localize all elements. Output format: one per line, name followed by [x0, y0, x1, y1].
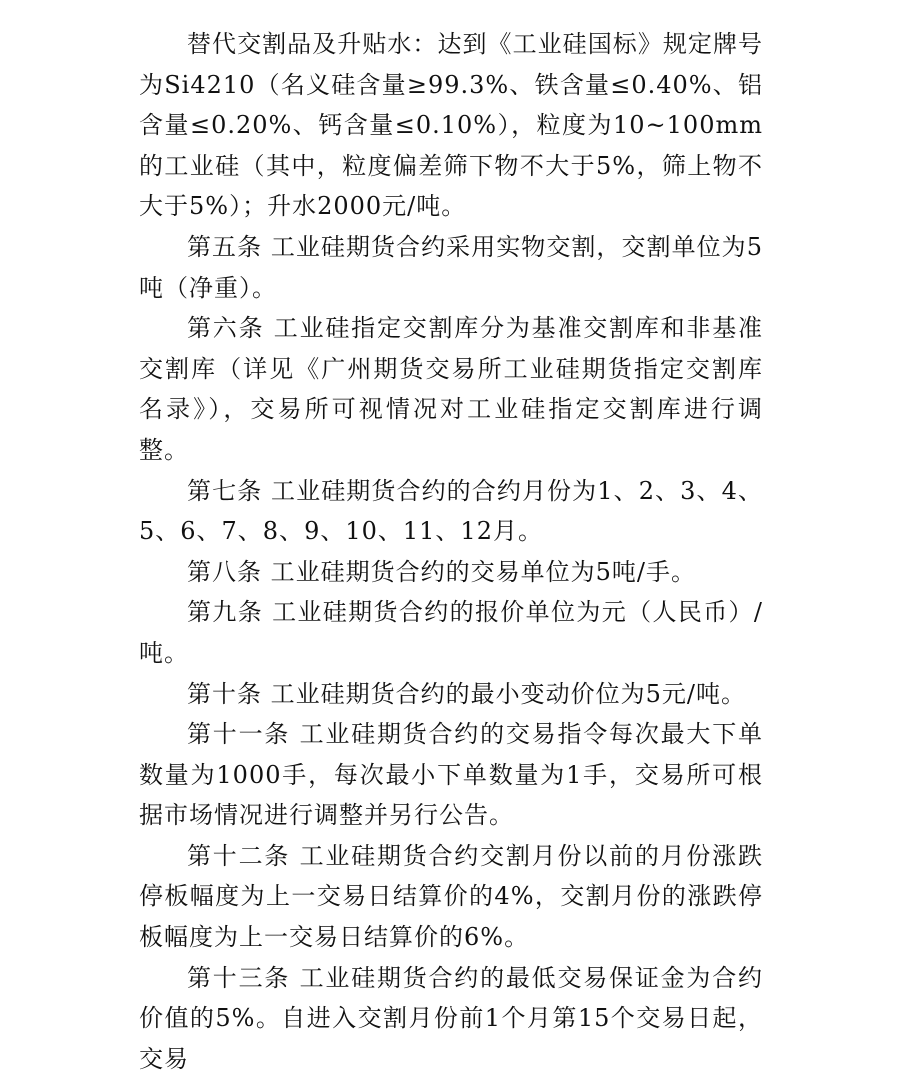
paragraph-article-11: 第十一条 工业硅期货合约的交易指令每次最大下单数量为1000手，每次最小下单数量为1手，交易所可根据市场情况进行调整并另行公告。	[139, 720, 763, 830]
paragraph-article-9: 第九条 工业硅期货合约的报价单位为元（人民币）/吨。	[139, 598, 763, 667]
document-body	[139, 24, 763, 1079]
paragraph-article-10: 第十条 工业硅期货合约的最小变动价位为5元/吨。	[187, 679, 746, 708]
paragraph-substitute-delivery: 替代交割品及升贴水：达到《工业硅国标》规定牌号为Si4210（名义硅含量≥99.3%、铁含量≤0.40%、铝含量≤0.20%、钙含量≤0.10%），粒度为10~100mm的工业硅（其中，粒度偏差筛下物不大于5%，筛上物不大于5%）；升水2000元/吨。	[139, 30, 763, 221]
paragraph-article-5: 第五条 工业硅期货合约采用实物交割，交割单位为5吨（净重）。	[139, 232, 763, 302]
paragraph-article-7: 第七条 工业硅期货合约的合约月份为1、2、3、4、5、6、7、8、9、10、11、12月。	[139, 476, 763, 546]
paragraph-article-12: 第十二条 工业硅期货合约交割月份以前的月份涨跌停板幅度为上一交易日结算价的4%，交割月份的涨跌停板幅度为上一交易日结算价的6%。	[139, 841, 763, 952]
paragraph-article-6: 第六条 工业硅指定交割库分为基准交割库和非基准交割库（详见《广州期货交易所工业硅期货指定交割库名录》），交易所可视情况对工业硅指定交割库进行调整。	[139, 314, 763, 464]
paragraph-article-8: 第八条 工业硅期货合约的交易单位为5吨/手。	[187, 557, 696, 586]
paragraph-article-13: 第十三条 工业硅期货合约的最低交易保证金为合约价值的5%。自进入交割月份前1个月第15个交易日起，交易	[139, 963, 763, 1073]
